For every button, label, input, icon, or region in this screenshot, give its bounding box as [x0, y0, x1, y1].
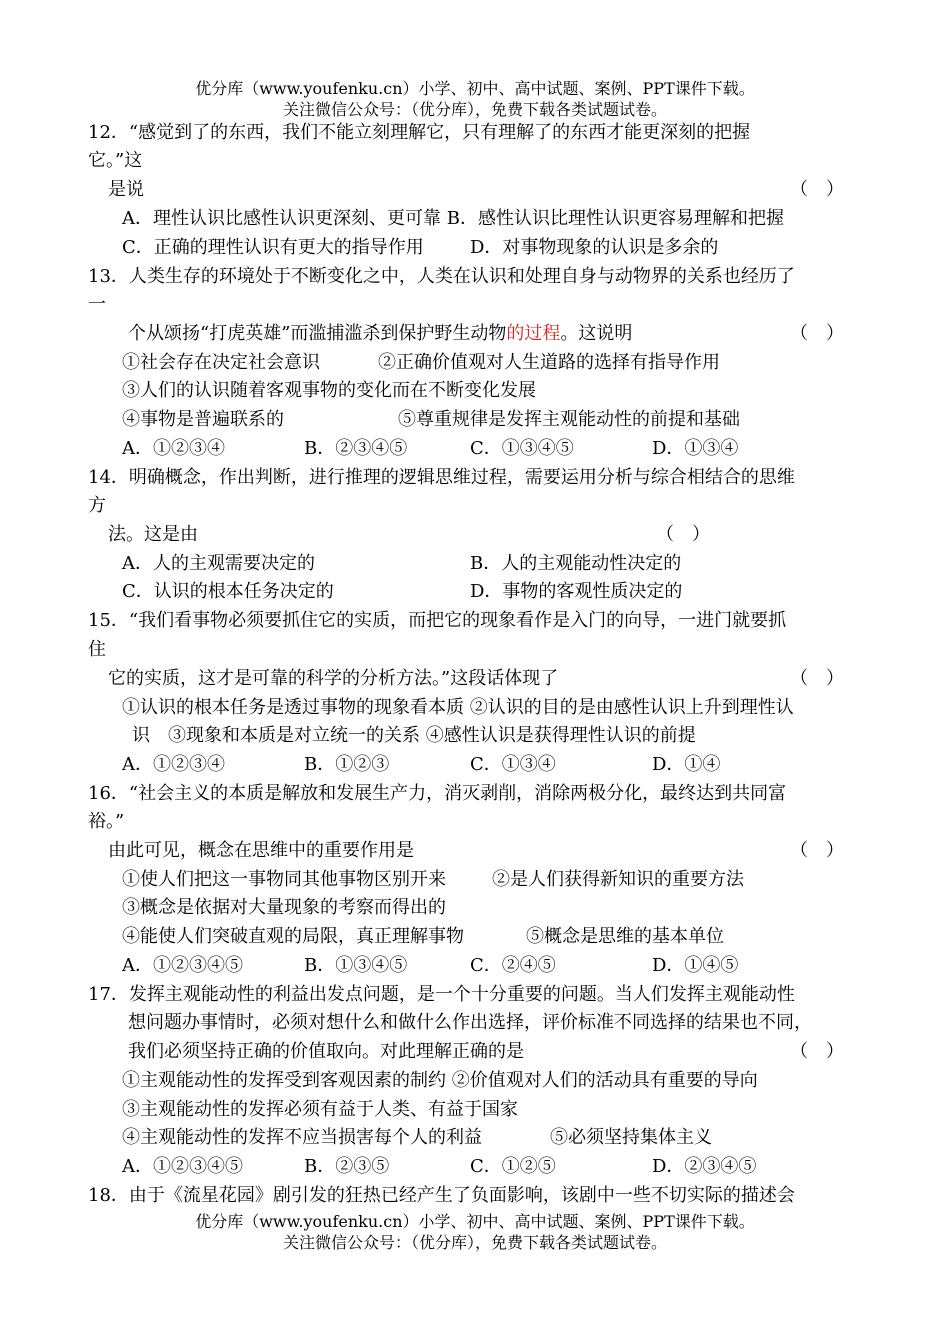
- footer-line-1: 优分库（www.youfenku.cn）小学、初中、高中试题、案例、PPT课件下载。: [195, 1212, 755, 1231]
- q12-option-a-b: A．理性认识比感性认识更深刻、更可靠 B．感性认识比理性认识更容易理解和把握: [122, 208, 784, 229]
- q17-option-a: A．①②③④⑤: [122, 1156, 243, 1177]
- q13-option-c: C．①③④⑤: [470, 438, 574, 459]
- q16-option-d: D．①④⑤: [652, 955, 739, 976]
- q17-stem-line-2: 想问题办事情时，必须对想什么和做什么作出选择，评价标准不同选择的结果也不同，: [128, 1012, 812, 1033]
- q17-statement-5: ⑤必须坚持集体主义: [550, 1127, 712, 1148]
- q17-answer-paren: （ ）: [790, 1041, 844, 1062]
- q15-option-a: A．①②③④: [122, 754, 225, 775]
- q16-stem-line-2: 裕。”: [88, 811, 125, 832]
- q13-option-b: B．②③④⑤: [304, 438, 408, 459]
- q12-answer-paren: （ ）: [790, 179, 844, 200]
- q16-statement-2: ②是人们获得新知识的重要方法: [492, 869, 744, 890]
- q14-answer-paren: （ ）: [656, 524, 710, 545]
- q14-stem-line-2: 方: [88, 495, 106, 516]
- q13-stem-line-1: 13．人类生存的环境处于不断变化之中，人类在认识和处理自身与动物界的关系也经历了: [88, 266, 795, 287]
- q13-statement-3: ③人们的认识随着客观事物的变化而在不断变化发展: [122, 380, 536, 401]
- q16-option-c: C．②④⑤: [470, 955, 556, 976]
- q17-statement-line-1: ①主观能动性的发挥受到客观因素的制约 ②价值观对人们的活动具有重要的导向: [122, 1070, 758, 1091]
- q15-statement-line-1: ①认识的根本任务是透过事物的现象看本质 ②认识的目的是由感性认识上升到理性认: [122, 697, 794, 718]
- q13-answer-paren: （ ）: [790, 323, 844, 344]
- q16-option-b: B．①③④⑤: [304, 955, 408, 976]
- q17-option-b: B．②③⑤: [304, 1156, 390, 1177]
- q17-option-c: C．①②⑤: [470, 1156, 556, 1177]
- q15-option-b: B．①②③: [304, 754, 390, 775]
- q14-stem-line-1: 14．明确概念，作出判断，进行推理的逻辑思维过程，需要运用分析与综合相结合的思维: [88, 467, 795, 488]
- header-line-2: 关注微信公众号：（优分库），免费下载各类试题试卷。: [282, 100, 667, 119]
- footer-line-2: 关注微信公众号：（优分库），免费下载各类试题试卷。: [282, 1233, 667, 1252]
- q16-statement-3: ③概念是依据对大量现象的考察而得出的: [122, 897, 446, 918]
- q16-option-a: A．①②③④⑤: [122, 955, 243, 976]
- q13-stem-text: 个从颂扬“打虎英雄”而滥捕滥杀到保护野生动物: [128, 323, 507, 344]
- q17-statement-4: ④主观能动性的发挥不应当损害每个人的利益: [122, 1127, 482, 1148]
- q16-statement-5: ⑤概念是思维的基本单位: [526, 926, 724, 947]
- q13-statement-2: ②正确价值观对人生道路的选择有指导作用: [378, 352, 720, 373]
- q14-option-c: C．认识的根本任务决定的: [122, 581, 334, 602]
- q13-option-a: A．①②③④: [122, 438, 225, 459]
- q12-stem-line-1: 12．“感觉到了的东西，我们不能立刻理解它，只有理解了的东西才能更深刻的把握: [88, 122, 751, 143]
- q16-statement-4: ④能使人们突破直观的局限，真正理解事物: [122, 926, 464, 947]
- header-line-1: 优分库（www.youfenku.cn）小学、初中、高中试题、案例、PPT课件下载。: [195, 79, 755, 98]
- q13-statement-1: ①社会存在决定社会意识: [122, 352, 320, 373]
- q14-stem-line-3: 法。这是由: [108, 524, 198, 545]
- q13-highlight-text: 的过程: [506, 323, 561, 344]
- q13-statement-4: ④事物是普遍联系的: [122, 409, 284, 430]
- q14-option-d: D．事物的客观性质决定的: [470, 581, 683, 602]
- q15-answer-paren: （ ）: [790, 668, 844, 689]
- q15-stem-line-1: 15．“我们看事物必须要抓住它的实质，而把它的现象看作是入门的向导，一进门就要抓: [88, 610, 787, 631]
- q16-stem-line-1: 16．“社会主义的本质是解放和发展生产力，消灭剥削，消除两极分化，最终达到共同富: [88, 783, 787, 804]
- q16-stem-line-3: 由此可见，概念在思维中的重要作用是: [108, 840, 414, 861]
- q16-statement-1: ①使人们把这一事物同其他事物区别开来: [122, 869, 446, 890]
- q13-statement-5: ⑤尊重规律是发挥主观能动性的前提和基础: [398, 409, 740, 430]
- q15-statement-line-2: 识 ③现象和本质是对立统一的关系 ④感性认识是获得理性认识的前提: [132, 725, 696, 746]
- q15-stem-line-2: 住: [88, 639, 106, 660]
- q13-option-d: D．①③④: [652, 438, 739, 459]
- q15-stem-line-3: 它的实质，这才是可靠的科学的分析方法。”这段话体现了: [108, 668, 559, 689]
- q16-answer-paren: （ ）: [790, 840, 844, 861]
- q18-stem-line-1: 18．由于《流星花园》剧引发的狂热已经产生了负面影响，该剧中一些不切实际的描述会: [88, 1185, 795, 1206]
- q14-option-a: A．人的主观需要决定的: [122, 553, 315, 574]
- q17-option-d: D．②③④⑤: [652, 1156, 757, 1177]
- q14-option-b: B．人的主观能动性决定的: [470, 553, 682, 574]
- q12-option-d: D．对事物现象的认识是多余的: [470, 237, 719, 258]
- q12-stem-line-2: 它。”这: [88, 150, 143, 171]
- q12-stem-line-3: 是说: [108, 179, 144, 200]
- q15-option-d: D．①④: [652, 754, 721, 775]
- q17-stem-line-3: 我们必须坚持正确的价值取向。对此理解正确的是: [128, 1041, 524, 1062]
- q13-stem-end: 。这说明: [560, 323, 633, 344]
- q17-statement-3: ③主观能动性的发挥必须有益于人类、有益于国家: [122, 1099, 518, 1120]
- q15-option-c: C．①③④: [470, 754, 556, 775]
- q17-stem-line-1: 17．发挥主观能动性的利益出发点问题，是一个十分重要的问题。当人们发挥主观能动性: [88, 984, 795, 1005]
- q13-stem-line-2: 一: [88, 294, 106, 315]
- q13-stem-line-3: [128, 320, 632, 348]
- q12-option-c: C．正确的理性认识有更大的指导作用: [122, 237, 424, 258]
